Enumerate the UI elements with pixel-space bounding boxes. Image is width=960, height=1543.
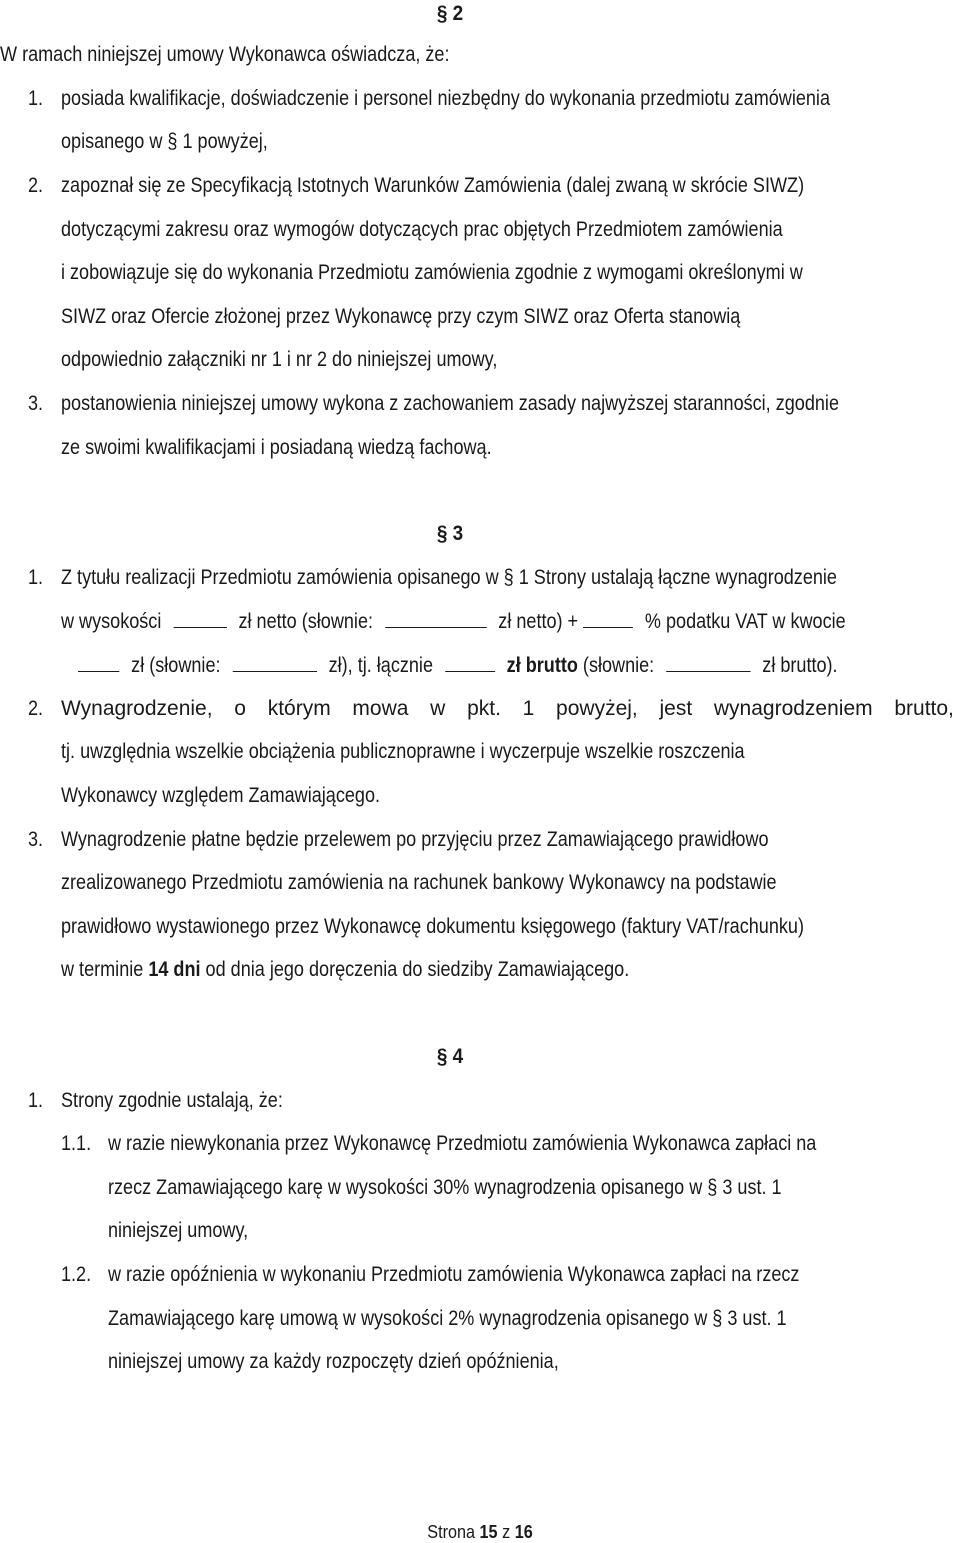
item-number: 1. bbox=[28, 566, 44, 589]
section-heading-2: § 2 bbox=[436, 2, 464, 25]
paragraph-line: w terminie 14 dni od dnia jego doręczenia do siedziby Zamawiającego. bbox=[61, 958, 630, 981]
paragraph-line: Wynagrodzenie, o którym mowa w pkt. 1 powyżej, jest wynagrodzeniem brutto, bbox=[61, 697, 954, 720]
vat-amount-words-blank bbox=[232, 653, 316, 672]
section-heading-4: § 4 bbox=[436, 1045, 464, 1068]
paragraph-line: zapoznał się ze Specyfikacją Istotnych Warunków Zamówienia (dalej zwaną w skrócie SIWZ) bbox=[61, 174, 805, 197]
paragraph-line: i zobowiązuje się do wykonania Przedmiotu zamówienia zgodnie z wymogami określonymi w bbox=[61, 261, 803, 284]
item-number: 2. bbox=[28, 697, 44, 720]
paragraph-line: Strony zgodnie ustalają, że: bbox=[61, 1089, 283, 1112]
paragraph-line: prawidłowo wystawionego przez Wykonawcę dokumentu księgowego (faktury VAT/rachunku) bbox=[61, 915, 804, 938]
paragraph-line: tj. uwzględnia wszelkie obciążenia publicznoprawne i wyczerpuje wszelkie roszczenia bbox=[61, 740, 745, 763]
intro-text: W ramach niniejszej umowy Wykonawca oświadcza, że: bbox=[0, 43, 450, 66]
total-pages: 16 bbox=[514, 1522, 533, 1542]
amount-net-blank bbox=[173, 609, 226, 628]
item-number: 1. bbox=[28, 1089, 44, 1112]
vat-amount-blank bbox=[78, 653, 119, 672]
paragraph-line: ze swoimi kwalifikacjami i posiadaną wiedzą fachową. bbox=[61, 436, 492, 459]
paragraph-line: niniejszej umowy za każdy rozpoczęty dzień opóźnienia, bbox=[108, 1350, 559, 1373]
paragraph-line: posiada kwalifikacje, doświadczenie i personel niezbędny do wykonania przedmiotu zamówienia bbox=[61, 87, 830, 110]
amount-gross-blank bbox=[445, 653, 495, 672]
paragraph-line: opisanego w § 1 powyżej, bbox=[61, 130, 268, 153]
paragraph-line: zrealizowanego Przedmiotu zamówienia na rachunek bankowy Wykonawcy na podstawie bbox=[61, 871, 777, 894]
paragraph-line: Zamawiającego karę umową w wysokości 2% wynagrodzenia opisanego w § 3 ust. 1 bbox=[108, 1307, 787, 1330]
paragraph-line: Wykonawcy względem Zamawiającego. bbox=[61, 784, 381, 807]
payment-line: zł (słownie: zł), tj. łącznie zł brutto (słownie: zł brutto). bbox=[78, 653, 838, 678]
item-number: 1.1. bbox=[61, 1132, 92, 1155]
section-heading-3: § 3 bbox=[436, 522, 464, 545]
item-number: 3. bbox=[28, 828, 44, 851]
vat-rate-blank bbox=[583, 609, 633, 628]
item-number: 2. bbox=[28, 174, 44, 197]
amount-gross-words-blank bbox=[666, 653, 750, 672]
paragraph-line: niniejszej umowy, bbox=[108, 1219, 249, 1242]
current-page: 15 bbox=[479, 1522, 498, 1542]
paragraph-line: dotyczącymi zakresu oraz wymogów dotyczących prac objętych Przedmiotem zamówienia bbox=[61, 218, 783, 241]
paragraph-line: rzecz Zamawiającego karę w wysokości 30% wynagrodzenia opisanego w § 3 ust. 1 bbox=[108, 1176, 782, 1199]
paragraph-line: w razie opóźnienia w wykonaniu Przedmiotu zamówienia Wykonawca zapłaci na rzecz bbox=[108, 1263, 800, 1286]
item-number: 3. bbox=[28, 392, 44, 415]
page-footer: Strona 15 z 16 bbox=[427, 1522, 533, 1542]
paragraph-line: w razie niewykonania przez Wykonawcę Przedmiotu zamówienia Wykonawca zapłaci na bbox=[108, 1132, 817, 1155]
amount-net-words-blank bbox=[385, 609, 486, 628]
paragraph-line: Z tytułu realizacji Przedmiotu zamówienia opisanego w § 1 Strony ustalają łączne wynagrodzenie bbox=[61, 566, 837, 589]
paragraph-line: Wynagrodzenie płatne będzie przelewem po przyjęciu przez Zamawiającego prawidłowo bbox=[61, 828, 769, 851]
payment-line: w wysokości zł netto (słownie: zł netto) + % podatku VAT w kwocie bbox=[61, 610, 846, 633]
item-number: 1. bbox=[28, 87, 44, 110]
paragraph-line: SIWZ oraz Ofercie złożonej przez Wykonawcę przy czym SIWZ oraz Oferta stanowią bbox=[61, 305, 741, 328]
paragraph-line: postanowienia niniejszej umowy wykona z zachowaniem zasady najwyższej staranności, zgodnie bbox=[61, 392, 839, 415]
item-number: 1.2. bbox=[61, 1263, 92, 1286]
paragraph-line: odpowiednio załączniki nr 1 i nr 2 do niniejszej umowy, bbox=[61, 348, 498, 371]
